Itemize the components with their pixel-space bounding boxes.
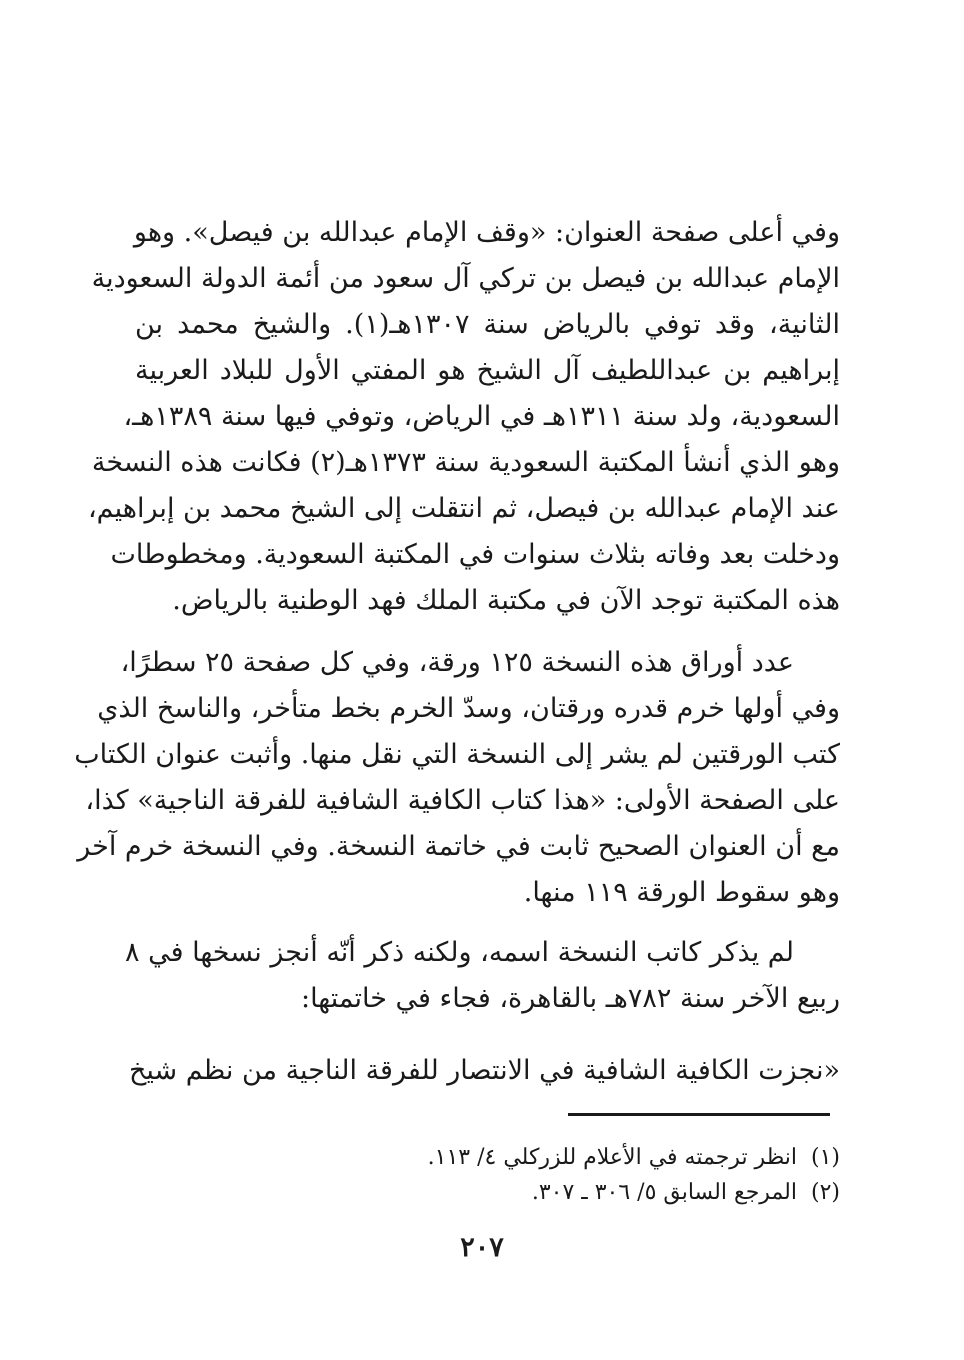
text-line: «نجزت الكافية الشافية في الانتصار للفرقة الناجية من نظم شيخ: [128, 1055, 840, 1086]
footnote-number: (٢): [810, 1180, 840, 1205]
text-line: هذه المكتبة توجد الآن في مكتبة الملك فهد الوطنية بالرياض.: [172, 585, 840, 616]
paragraph-1: [87, 210, 840, 624]
paragraph-3: [125, 930, 840, 1022]
text-line: وهو الذي أنشأ المكتبة السعودية سنة ١٣٧٣هـ(٢) فكانت هذه النسخة: [91, 447, 840, 478]
text-line: إبراهيم بن عبداللطيف آل الشيخ هو المفتي الأول للبلاد العربية: [135, 355, 840, 386]
footnote-number: (١): [810, 1145, 840, 1170]
footnote-text: المرجع السابق ٥/ ٣٠٦ ـ ٣٠٧.: [531, 1180, 797, 1205]
text-line: عدد أوراق هذه النسخة ١٢٥ ورقة، وفي كل صفحة ٢٥ سطرًا،: [120, 647, 794, 678]
paragraph-2: [74, 640, 840, 916]
text-line: السعودية، ولد سنة ١٣١١هـ في الرياض، وتوفي فيها سنة ١٣٨٩هـ،: [123, 401, 840, 432]
footnotes: [300, 1140, 840, 1210]
text-line: كتب الورقتين لم يشر إلى النسخة التي نقل منها. وأثبت عنوان الكتاب: [74, 739, 840, 770]
text-line: على الصفحة الأولى: «هذا كتاب الكافية الشافية للفرقة الناجية» كذا،: [85, 785, 840, 816]
text-line: لم يذكر كاتب النسخة اسمه، ولكنه ذكر أنّه أنجز نسخها في ٨: [125, 937, 794, 968]
text-line: وفي أولها خرم قدره ورقتان، وسدّ الخرم بخط متأخر، والناسخ الذي: [97, 693, 840, 724]
text-line: عند الإمام عبدالله بن فيصل، ثم انتقلت إلى الشيخ محمد بن إبراهيم،: [87, 493, 840, 524]
text-line: الثانية، وقد توفي بالرياض سنة ١٣٠٧هـ(١). والشيخ محمد بن: [135, 309, 840, 340]
footnote-2: [300, 1175, 840, 1210]
footnote-1: [300, 1140, 840, 1175]
text-line: وهو سقوط الورقة ١١٩ منها.: [523, 877, 840, 908]
text-line: الإمام عبدالله بن فيصل بن تركي آل سعود من أئمة الدولة السعودية: [91, 263, 840, 294]
text-line: ودخلت بعد وفاته بثلاث سنوات في المكتبة السعودية. ومخطوطات: [110, 539, 840, 570]
text-line: مع أن العنوان الصحيح ثابت في خاتمة النسخة. وفي النسخة خرم آخر: [77, 831, 840, 862]
footnote-text: انظر ترجمته في الأعلام للزركلي ٤/ ١١٣.: [427, 1145, 797, 1170]
page-number: ٢٠٧: [460, 1232, 504, 1263]
paragraph-4: [128, 1048, 840, 1094]
text-line: ربيع الآخر سنة ٧٨٢هـ بالقاهرة، فجاء في خاتمتها:: [300, 983, 840, 1014]
footnote-separator: [568, 1113, 830, 1116]
text-line: وفي أعلى صفحة العنوان: «وقف الإمام عبدالله بن فيصل». وهو: [133, 217, 840, 248]
